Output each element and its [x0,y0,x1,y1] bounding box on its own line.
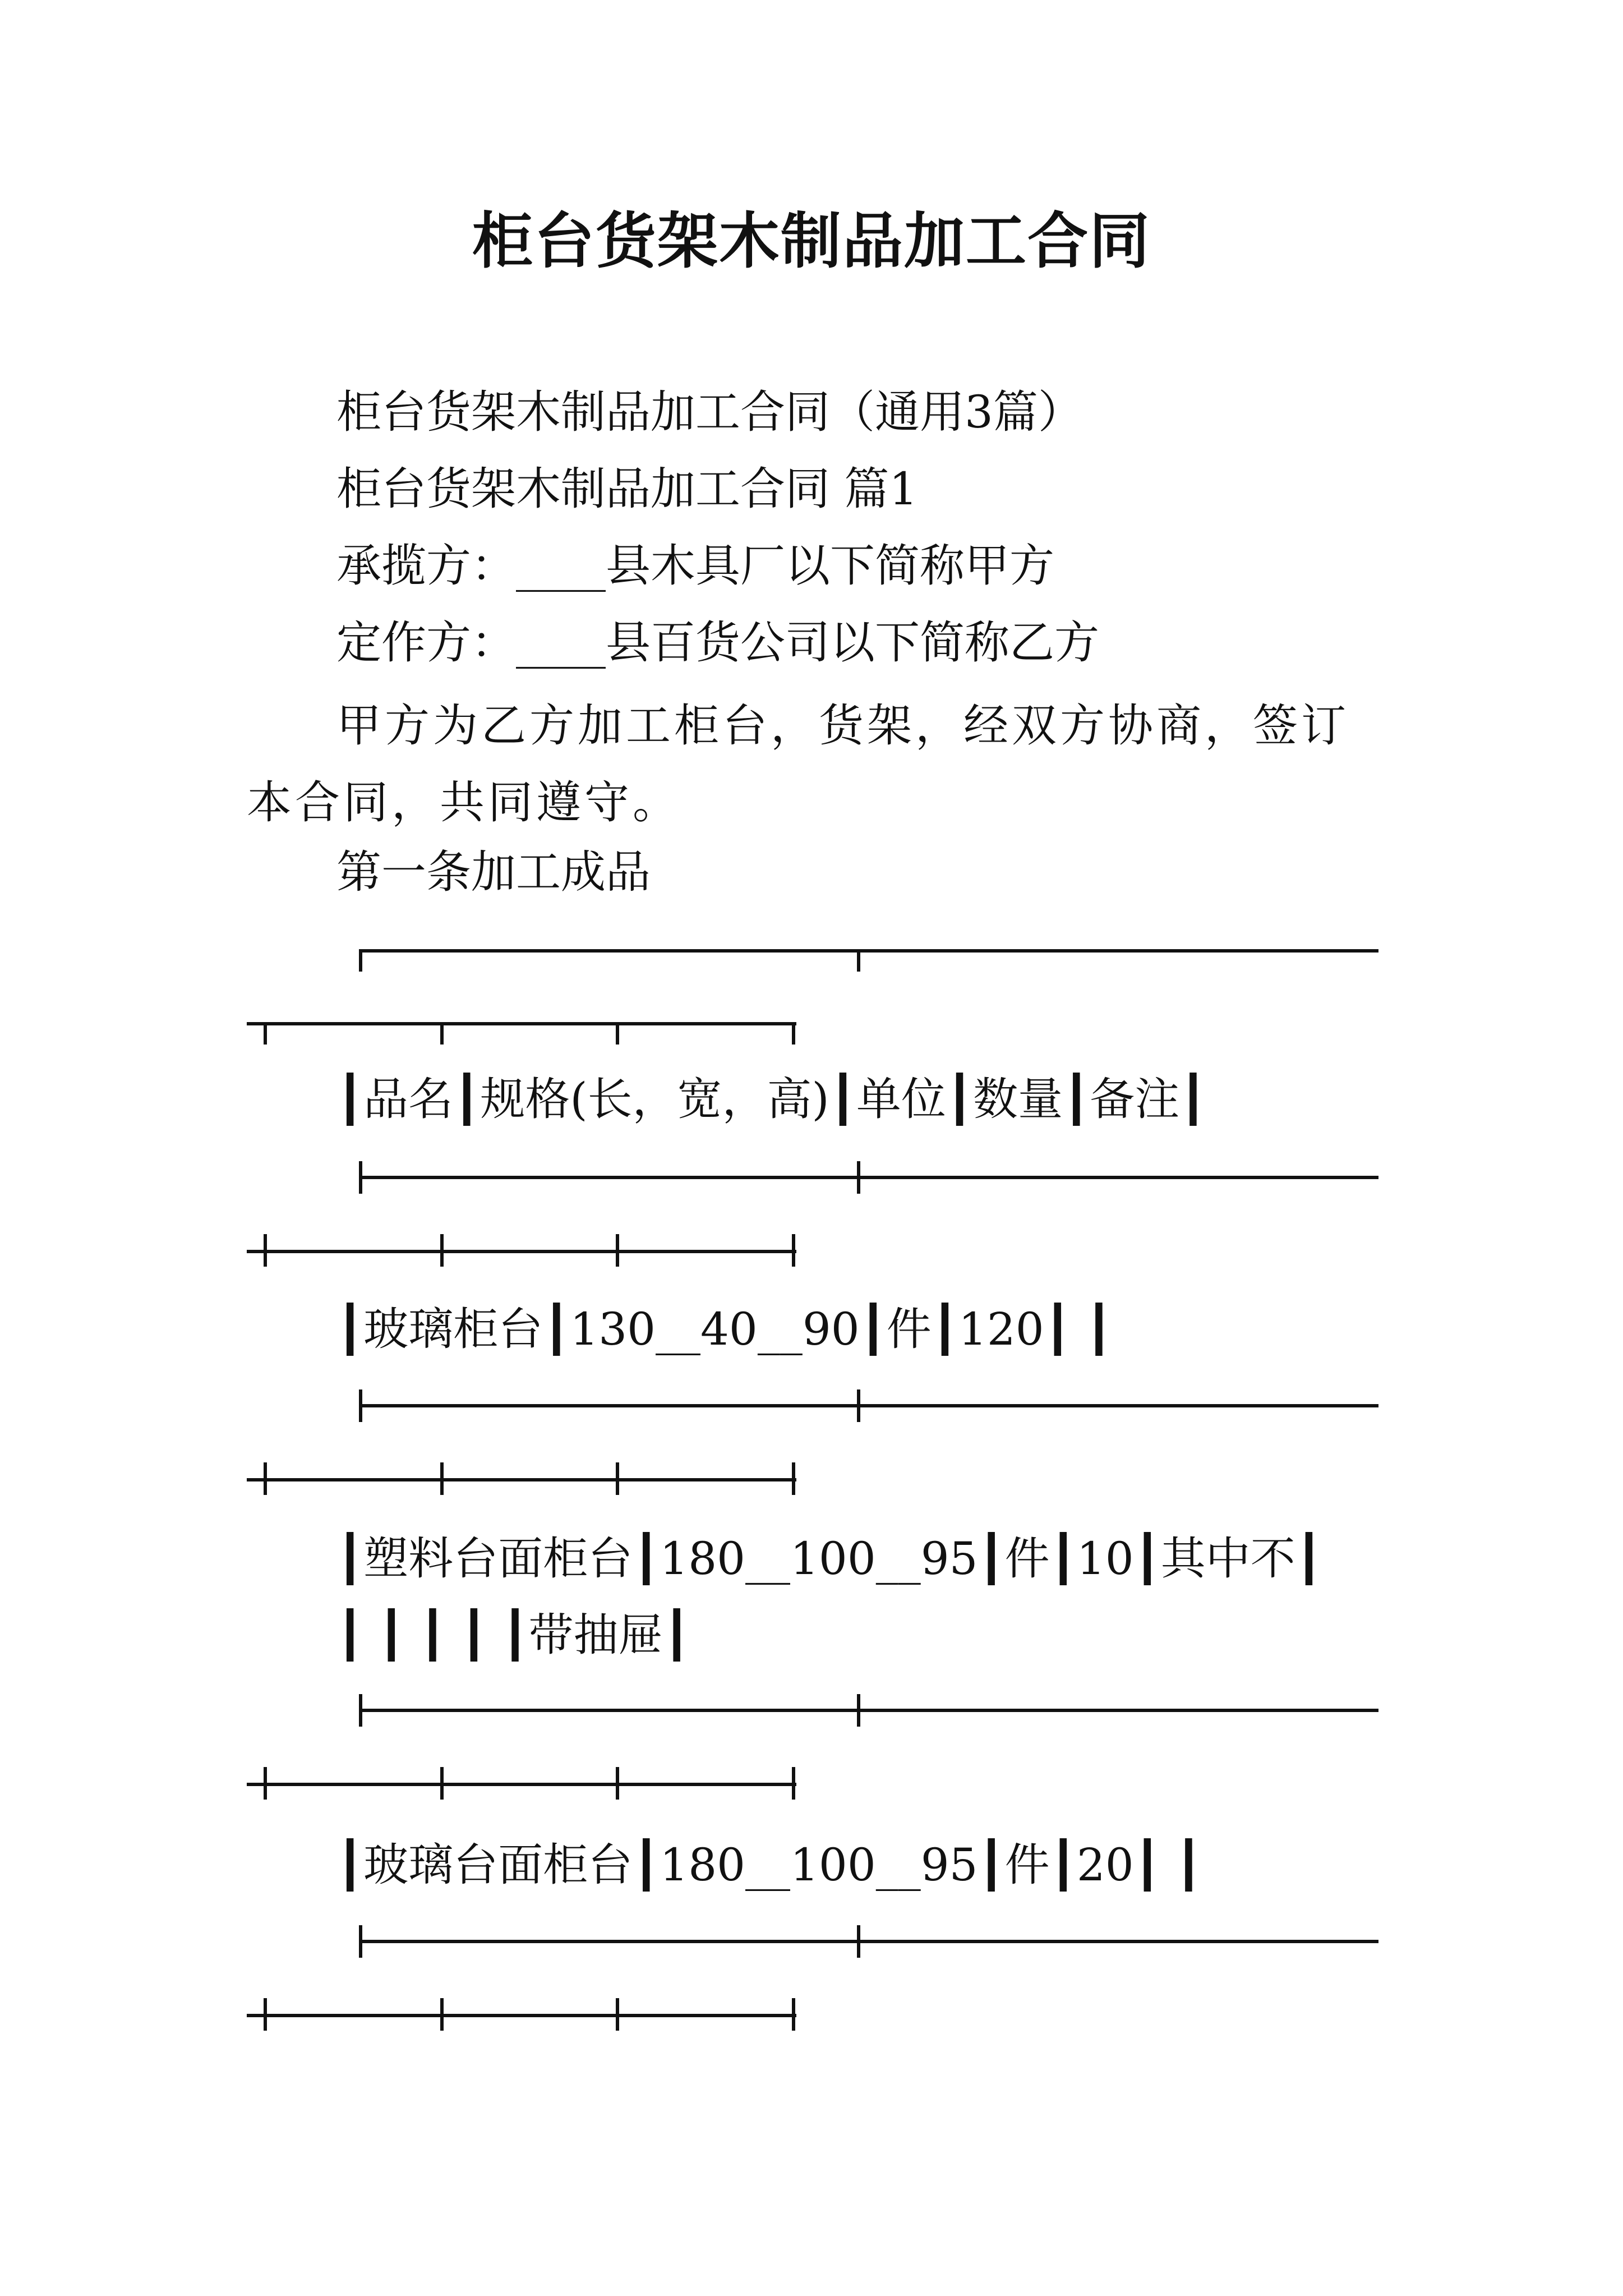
client-line: 定作方：____县百货公司以下简称乙方 [336,616,1099,669]
contractor-line: 承揽方：____县木具厂以下简称甲方 [336,540,1054,592]
document-title: 柜台货架木制品加工合同 [472,206,1151,277]
table-row: ┃玻璃台面柜台┃180__100__95┃件┃20┃ ┃ [336,1839,1202,1891]
section-label: 柜台货架木制品加工合同 篇1 [336,463,918,515]
table-row: ┃ ┃ ┃ ┃ ┃带抽屉┃ [336,1609,690,1661]
table-row: ┃玻璃柜台┃130__40__90┃件┃120┃ ┃ [336,1303,1113,1355]
subtitle-line: 柜台货架木制品加工合同（通用3篇） [336,386,1083,438]
table-header-row: ┃品名┃规格(长，宽，高)┃单位┃数量┃备注┃ [336,1073,1207,1125]
intro-paragraph: 甲方为乙方加工柜台，货架，经双方协商，签订本合同，共同遵守。 [247,700,1349,829]
article-heading: 第一条加工成品 [336,846,651,898]
table-row: ┃塑料台面柜台┃180__100__95┃件┃10┃其中不┃ [336,1533,1322,1585]
